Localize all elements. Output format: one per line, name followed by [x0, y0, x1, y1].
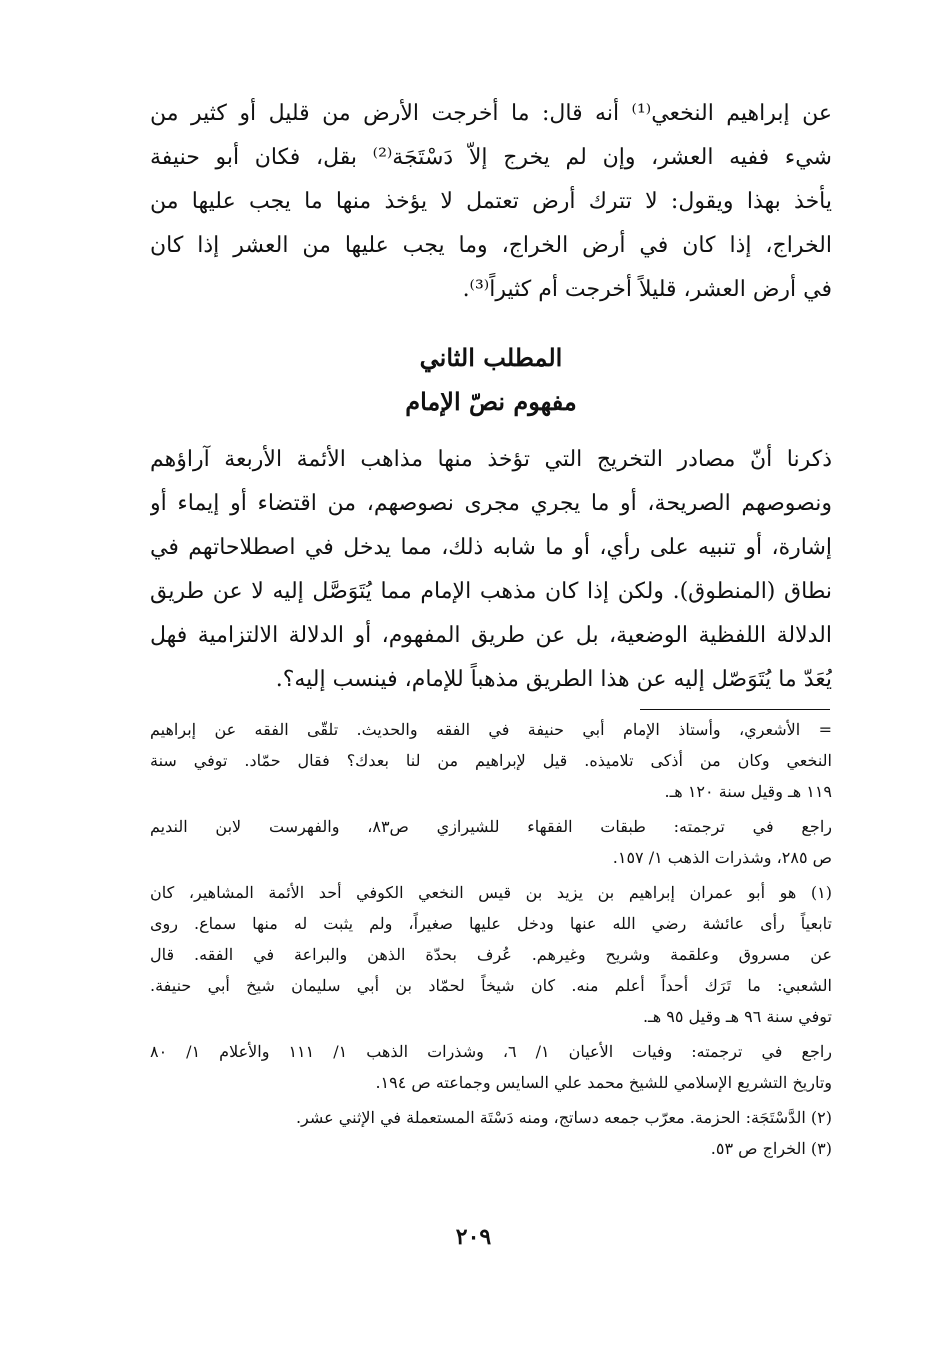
- footnote-line: (١) هو أبو عمران إبراهيم بن يزيد بن قيس النخعي الكوفي أحد الأئمة المشاهير، كان: [150, 883, 832, 902]
- footnote-line: راجع في ترجمته: وفيات الأعيان ١/ ٦، وشذرات الذهب ١/ ١١١ والأعلام ١/ ٨٠: [150, 1042, 832, 1061]
- section-headings: [150, 336, 832, 424]
- section-line: ونصوصهم الصريحة، أو ما يجري مجرى نصوصهم، من اقتضاء أو إيماء أو: [150, 491, 832, 516]
- footnote-line: (٣) الخراج ص ٥٣.: [710, 1139, 832, 1158]
- section-heading: المطلب الثاني: [419, 343, 563, 372]
- footnote-1: [150, 877, 832, 1032]
- section-line: نطاق (المنطوق). ولكن إذا كان مذهب الإمام مما يُتَوَصَّل إليه لا عن طريق: [150, 579, 832, 604]
- footnote-line: = الأشعري، وأستاذ الإمام أبي حنيفة في الفقه والحديث. تلقّى الفقه عن إبراهيم: [150, 720, 832, 739]
- main-line: في أرض العشر، قليلاً أخرجت أم كثيراً⁽³⁾.: [462, 277, 832, 302]
- footnote-line: ص ٢٨٥، وشذرات الذهب ١/ ١٥٧.: [612, 848, 832, 867]
- main-line: عن إبراهيم النخعي⁽¹⁾ أنه قال: ما أخرجت الأرض من قليل أو كثير من: [150, 101, 832, 126]
- footnote-line: راجع في ترجمته: طبقات الفقهاء للشيرازي ص٨٣، والفهرست لابن النديم: [150, 817, 832, 836]
- footnote-2: [150, 1102, 832, 1133]
- footnote-line: عن مسروق وعلقمة وشريح وغيرهم. عُرف بحدّة الذهن والبراعة في الفقه. قال: [150, 945, 832, 964]
- footnote-3: [150, 1133, 832, 1164]
- footnote-line: تابعياً رأى عائشة رضي الله عنها ودخل عليها صغيراً، ولم يثبت له منها سماع. روى: [150, 914, 832, 933]
- main-line: يأخذ بهذا ويقول: لا تترك أرض تعتمل لا يؤخذ منها ما يجب عليها من: [150, 189, 832, 214]
- footnote-line: النخعي وكان من أذكى تلاميذه. قيل لإبراهيم من لنا بعدك؟ فقال حمّاد. توفي سنة: [150, 751, 832, 770]
- main-line: الخراج، إذا كان في أرض الخراج، وما يجب عليها من العشر إذا كان: [150, 233, 832, 258]
- section-line: ذكرنا أنّ مصادر التخريج التي تؤخذ منها مذاهب الأئمة الأربعة آراؤهم: [150, 447, 832, 472]
- footnotes: [150, 714, 832, 1164]
- main-paragraph: [150, 92, 832, 312]
- main-line: شيء ففيه العشر، وإن لم يخرج إلاّ دَسْتَجَة⁽²⁾ بقل، فكان أبو حنيفة: [150, 145, 832, 170]
- footnote-line: (٢) الدَّسْتَجَة: الحزمة. معرّب جمعه دساتج، ومنه دَسْتَة المستعملة في الإثني عشر.: [295, 1108, 832, 1127]
- section-line: الدلالة اللفظية الوضعية، بل عن طريق المفهوم، أو الدلالة الالتزامية فهل: [150, 623, 832, 648]
- footnote-continued: [150, 714, 832, 807]
- section-line: إشارة، أو تنبيه على رأي، أو ما شابه ذلك، مما يدخل في اصطلاحاتهم في: [150, 535, 832, 560]
- footnote-line: ١١٩ هـ وقيل سنة ١٢٠ هـ.: [664, 782, 832, 801]
- footnote-line: وتاريخ التشريع الإسلامي للشيخ محمد علي السايس وجماعته ص ١٩٤.: [375, 1073, 832, 1092]
- footnote-separator: [640, 709, 830, 710]
- footnote-reference: [150, 811, 832, 873]
- footnote-line: الشعبي: ما تَرَك أحداً أعلم منه. كان شيخاً لحمّاد بن أبي سليمان شيخ أبي حنيفة.: [150, 976, 832, 995]
- section-paragraph: [150, 438, 832, 702]
- section-subheading: مفهوم نصّ الإمام: [405, 387, 577, 416]
- footnote-1-reference: [150, 1036, 832, 1098]
- page-number: ٢٠٩: [455, 1224, 492, 1250]
- section-line: يُعَدّ ما يُتَوَصّل إليه عن هذا الطريق مذهباً للإمام، فينسب إليه؟.: [275, 667, 832, 692]
- footnote-line: توفي سنة ٩٦ هـ وقيل ٩٥ هـ.: [642, 1007, 832, 1026]
